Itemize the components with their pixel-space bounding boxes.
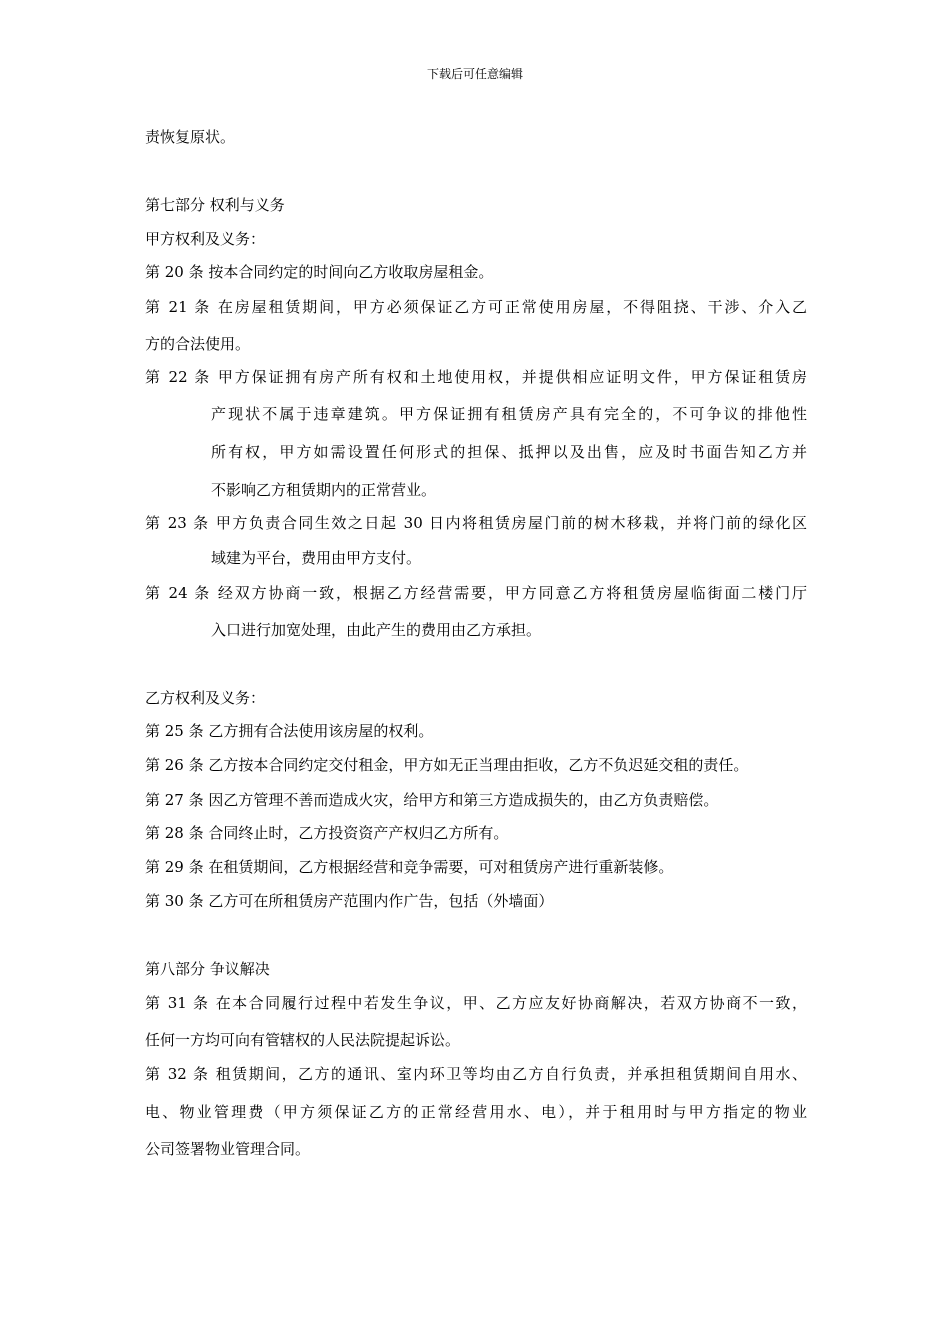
page-header: 下载后可任意编辑 xyxy=(426,67,523,81)
article-32-cont: 公司签署物业管理合同。 xyxy=(145,1140,311,1158)
text-line: 责恢复原状。 xyxy=(145,128,236,146)
article-20: 第 20 条 按本合同约定的时间向乙方收取房屋租金。 xyxy=(145,263,494,281)
article-22-cont: 所有权，甲方如需设置任何形式的担保、抵押以及出售，应及时书面告知乙方并 xyxy=(211,443,807,461)
article-26: 第 26 条 乙方按本合同约定交付租金，甲方如无正当理由拒收，乙方不负迟延交租的责任。 xyxy=(145,756,749,774)
article-31-cont: 任何一方均可向有管辖权的人民法院提起诉讼。 xyxy=(145,1031,461,1049)
article-21: 第 21 条 在房屋租赁期间，甲方必须保证乙方可正常使用房屋，不得阻挠、干涉、介入乙 xyxy=(145,298,807,316)
article-32: 第 32 条 租赁期间，乙方的通讯、室内环卫等均由乙方自行负责，并承担租赁期间自用水、 xyxy=(145,1065,807,1083)
article-27: 第 27 条 因乙方管理不善而造成火灾，给甲方和第三方造成损失的，由乙方负责赔偿。 xyxy=(145,791,719,809)
article-28: 第 28 条 合同终止时，乙方投资资产产权归乙方所有。 xyxy=(145,824,509,842)
article-21-cont: 方的合法使用。 xyxy=(145,335,251,353)
article-29: 第 29 条 在租赁期间，乙方根据经营和竞争需要，可对租赁房产进行重新装修。 xyxy=(145,858,674,876)
article-23-cont: 域建为平台，费用由甲方支付。 xyxy=(211,549,422,567)
article-22-cont: 不影响乙方租赁期内的正常营业。 xyxy=(211,481,437,499)
subheading: 甲方权利及义务： xyxy=(145,230,266,248)
article-25: 第 25 条 乙方拥有合法使用该房屋的权利。 xyxy=(145,722,434,740)
article-32-cont: 电、物业管理费（甲方须保证乙方的正常经营用水、电），并于租用时与甲方指定的物业 xyxy=(145,1103,807,1121)
article-22: 第 22 条 甲方保证拥有房产所有权和土地使用权，并提供相应证明文件，甲方保证租赁房 xyxy=(145,368,807,386)
article-22-cont: 产现状不属于违章建筑。甲方保证拥有租赁房产具有完全的，不可争议的排他性 xyxy=(211,405,807,423)
article-24: 第 24 条 经双方协商一致，根据乙方经营需要，甲方同意乙方将租赁房屋临街面二楼门厅 xyxy=(145,584,807,602)
section-heading: 第八部分 争议解决 xyxy=(145,960,270,978)
section-heading: 第七部分 权利与义务 xyxy=(145,196,285,214)
article-23: 第 23 条 甲方负责合同生效之日起 30 日内将租赁房屋门前的树木移栽，并将门前的绿化区 xyxy=(145,514,807,532)
article-30: 第 30 条 乙方可在所租赁房产范围内作广告，包括（外墙面） xyxy=(145,892,554,910)
article-24-cont: 入口进行加宽处理，由此产生的费用由乙方承担。 xyxy=(211,621,542,639)
article-31: 第 31 条 在本合同履行过程中若发生争议，甲、乙方应友好协商解决，若双方协商不一致， xyxy=(145,994,807,1012)
subheading: 乙方权利及义务： xyxy=(145,689,266,707)
